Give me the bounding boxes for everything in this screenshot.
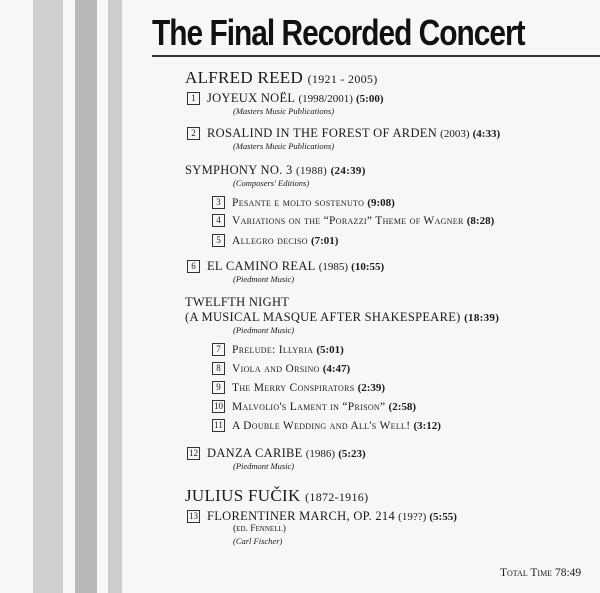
composer-name: ALFRED REED (185, 68, 304, 87)
composer-heading (185, 486, 368, 506)
track-number: 5 (212, 234, 225, 247)
publisher: (Piedmont Music) (233, 461, 295, 471)
total-time (500, 567, 581, 579)
track-1 (187, 91, 384, 106)
composer-heading (185, 68, 378, 88)
track-number: 4 (212, 214, 225, 227)
track-duration: (4:47) (322, 363, 351, 375)
composer-name: JULIUS FUČIK (185, 486, 301, 505)
track-number: 13 (189, 511, 198, 521)
work-heading-line2 (185, 310, 499, 325)
track-duration: (4:33) (472, 128, 501, 140)
decorative-stripe (108, 0, 122, 593)
track-title: FLORENTINER MARCH, OP. 214 (207, 509, 396, 523)
track-title: A Double Wedding and All's Well! (232, 420, 411, 432)
track-year: (1985) (318, 261, 349, 273)
track-duration: (3:12) (413, 420, 441, 432)
publisher: (Carl Fischer) (233, 536, 283, 546)
track-number: 11 (212, 419, 225, 432)
track-title: EL CAMINO REAL (207, 259, 316, 273)
track-2 (187, 126, 500, 141)
track-number: 3 (212, 196, 225, 209)
track-number: 2 (187, 127, 200, 140)
track-duration: (2:58) (388, 401, 417, 413)
work-title: SYMPHONY NO. 3 (185, 163, 293, 177)
publisher: (Composers' Editions) (233, 178, 310, 188)
track-9 (212, 380, 385, 395)
track-5 (212, 233, 338, 248)
track-13 (187, 509, 457, 524)
track-title: Malvolio's Lament in “Prison” (232, 401, 386, 413)
track-year: (1998/2001) (298, 93, 353, 105)
work-duration: (24:39) (330, 165, 366, 177)
track-title: JOYEUX NOËL (207, 91, 296, 105)
track-duration: (5:23) (338, 448, 366, 460)
track-duration: (9:08) (367, 197, 395, 209)
track-year: (2003) (440, 128, 470, 140)
track-title: Allegro deciso (232, 235, 308, 247)
track-12 (187, 446, 366, 461)
track-duration: (5:00) (356, 93, 384, 105)
work-year: (1988) (296, 165, 328, 177)
track-title: Prelude: Illyria (232, 344, 314, 356)
title-rule (152, 55, 600, 57)
page-title: The Final Recorded Concert (152, 12, 525, 53)
work-heading (185, 163, 366, 178)
track-year: (1986) (305, 448, 336, 460)
composer-years: (1921 - 2005) (307, 72, 378, 86)
work-heading-line1: TWELFTH NIGHT (185, 295, 290, 309)
total-time-label: Total Time (500, 567, 553, 579)
arranger: (ed. Fennell) (233, 524, 286, 534)
track-11 (212, 418, 441, 433)
publisher: (Masters Music Publications) (233, 106, 335, 116)
total-time-value: 78:49 (554, 567, 582, 579)
publisher: (Piedmont Music) (233, 274, 295, 284)
work-subtitle: (A MUSICAL MASQUE AFTER SHAKESPEARE) (185, 310, 461, 324)
track-number: 10 (214, 401, 223, 411)
track-duration: (7:01) (310, 235, 339, 247)
track-number: 6 (187, 260, 200, 273)
track-7 (212, 342, 344, 357)
track-title: ROSALIND IN THE FOREST OF ARDEN (207, 126, 438, 140)
track-3 (212, 195, 395, 210)
track-duration: (8:28) (466, 215, 495, 227)
track-number: 8 (212, 362, 225, 375)
track-title: Pesante e molto sostenuto (232, 197, 365, 209)
track-number: 12 (189, 448, 198, 458)
track-4 (212, 213, 494, 228)
track-title: The Merry Conspirators (232, 382, 355, 394)
track-number: 9 (212, 381, 225, 394)
track-6 (187, 259, 384, 274)
track-title: Viola and Orsino (232, 363, 320, 375)
publisher: (Masters Music Publications) (233, 141, 335, 151)
track-duration: (5:01) (316, 344, 344, 356)
track-title: Variations on the “Porazzi” Theme of Wagner (232, 215, 464, 227)
composer-years: (1872-1916) (305, 490, 369, 504)
track-duration: (2:39) (357, 382, 386, 394)
track-number: 7 (212, 343, 225, 356)
track-duration: (10:55) (351, 261, 385, 273)
publisher: (Piedmont Music) (233, 325, 295, 335)
track-number: 1 (187, 92, 200, 105)
track-8 (212, 361, 350, 376)
decorative-stripe (33, 0, 63, 593)
track-year: (19??) (398, 511, 427, 523)
work-duration: (18:39) (464, 312, 500, 324)
decorative-stripe (75, 0, 97, 593)
track-duration: (5:55) (429, 511, 457, 523)
track-10 (212, 399, 416, 414)
track-title: DANZA CARIBE (207, 446, 303, 460)
